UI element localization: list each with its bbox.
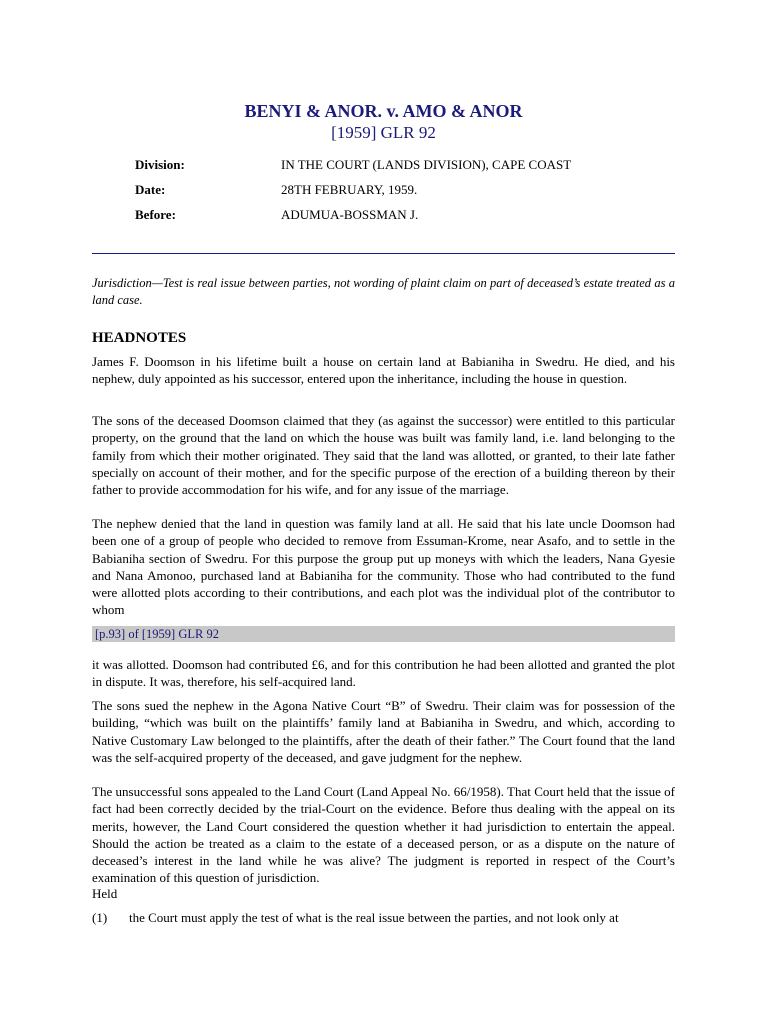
meta-label: Division: (135, 157, 185, 172)
meta-value: 28TH FEBRUARY, 1959. (281, 182, 418, 197)
meta-row-before (135, 207, 571, 232)
headnote-paragraph: James F. Doomson in his lifetime built a house on certain land at Babianiha in Swedru. He died, and his nephew, duly appointed as his successor, entered upon the inheritance, including the house in question. (92, 354, 675, 387)
divider-rule (92, 253, 675, 254)
meta-row-date (135, 182, 571, 207)
headnote-paragraph: The sons of the deceased Doomson claimed that they (as against the successor) were entitled to this particular property, on the ground that the land on which the house was built was family land, i.e. land belonging to the family from which their mother originated. They said that the land was allotted, or granted, to their late father specially on account of their mother, and for the specific purpose of the erection of a building thereon by their father to provide accommodation for his wife, and for any issue of the marriage. (92, 413, 675, 498)
headnotes-heading: HEADNOTES (92, 330, 187, 346)
holding-item (92, 910, 675, 926)
headnote-paragraph: The sons sued the nephew in the Agona Native Court “B” of Swedru. Their claim was for possession of the building, “which was built on the plaintiffs’ family land at Babianiha in Swedru, and which, according to Native Customary Law belonged to the plaintiffs, after the death of their father.” The Court found that the land was the self-acquired property of the deceased, and gave judgment for the nephew. (92, 698, 675, 765)
meta-value: ADUMUA-BOSSMAN J. (281, 207, 419, 222)
meta-row-division (135, 157, 571, 182)
case-title: BENYI & ANOR. v. AMO & ANOR (244, 101, 523, 121)
holding-text: the Court must apply the test of what is the real issue between the parties, and not look only at (129, 910, 619, 925)
page-marker: [p.93] of [1959] GLR 92 (92, 626, 675, 642)
holding-number: (1) (92, 910, 108, 925)
headnote-paragraph: The nephew denied that the land in question was family land at all. He said that his late uncle Doomson had been one of a group of people who decided to remove from Essuman-Krome, near Asafo, and to settle in the Babianiha section of Swedru. For this purpose the group put up moneys with which the leaders, Nana Gyesie and Nana Amonoo, purchased land at Babianiha for the community. Those who had contributed to the fund were allotted plots according to their contributions, and each plot was the individual plot of the contributor to whom (92, 516, 675, 618)
case-citation: [1959] GLR 92 (331, 123, 436, 142)
headnote-paragraph: it was allotted. Doomson had contributed £6, and for this contribution he had been allotted and granted the plot in dispute. It was, therefore, his self-acquired land. (92, 657, 675, 690)
case-metadata (135, 157, 571, 232)
meta-label: Date: (135, 182, 166, 197)
meta-value: IN THE COURT (LANDS DIVISION), CAPE COAST (281, 157, 572, 172)
held-label: Held (92, 886, 118, 901)
headnote-paragraph: The unsuccessful sons appealed to the Land Court (Land Appeal No. 66/1958). That Court held that the issue of fact had been correctly decided by the trial-Court on the evidence. Before thus dealing with the appeal on its merits, however, the Land Court considered the question whether it had jurisdiction to entertain the appeal. Should the action be treated as a claim to the estate of a deceased person, or as a dispute on the nature of deceased’s interest in the land while he was alive? The judgment is reported in respect of the Court’s examination of this question of jurisdiction. (92, 784, 675, 886)
case-summary: Jurisdiction—Test is real issue between parties, not wording of plaint claim on part of deceased’s estate treated as a land case. (92, 276, 675, 307)
meta-label: Before: (135, 207, 176, 222)
